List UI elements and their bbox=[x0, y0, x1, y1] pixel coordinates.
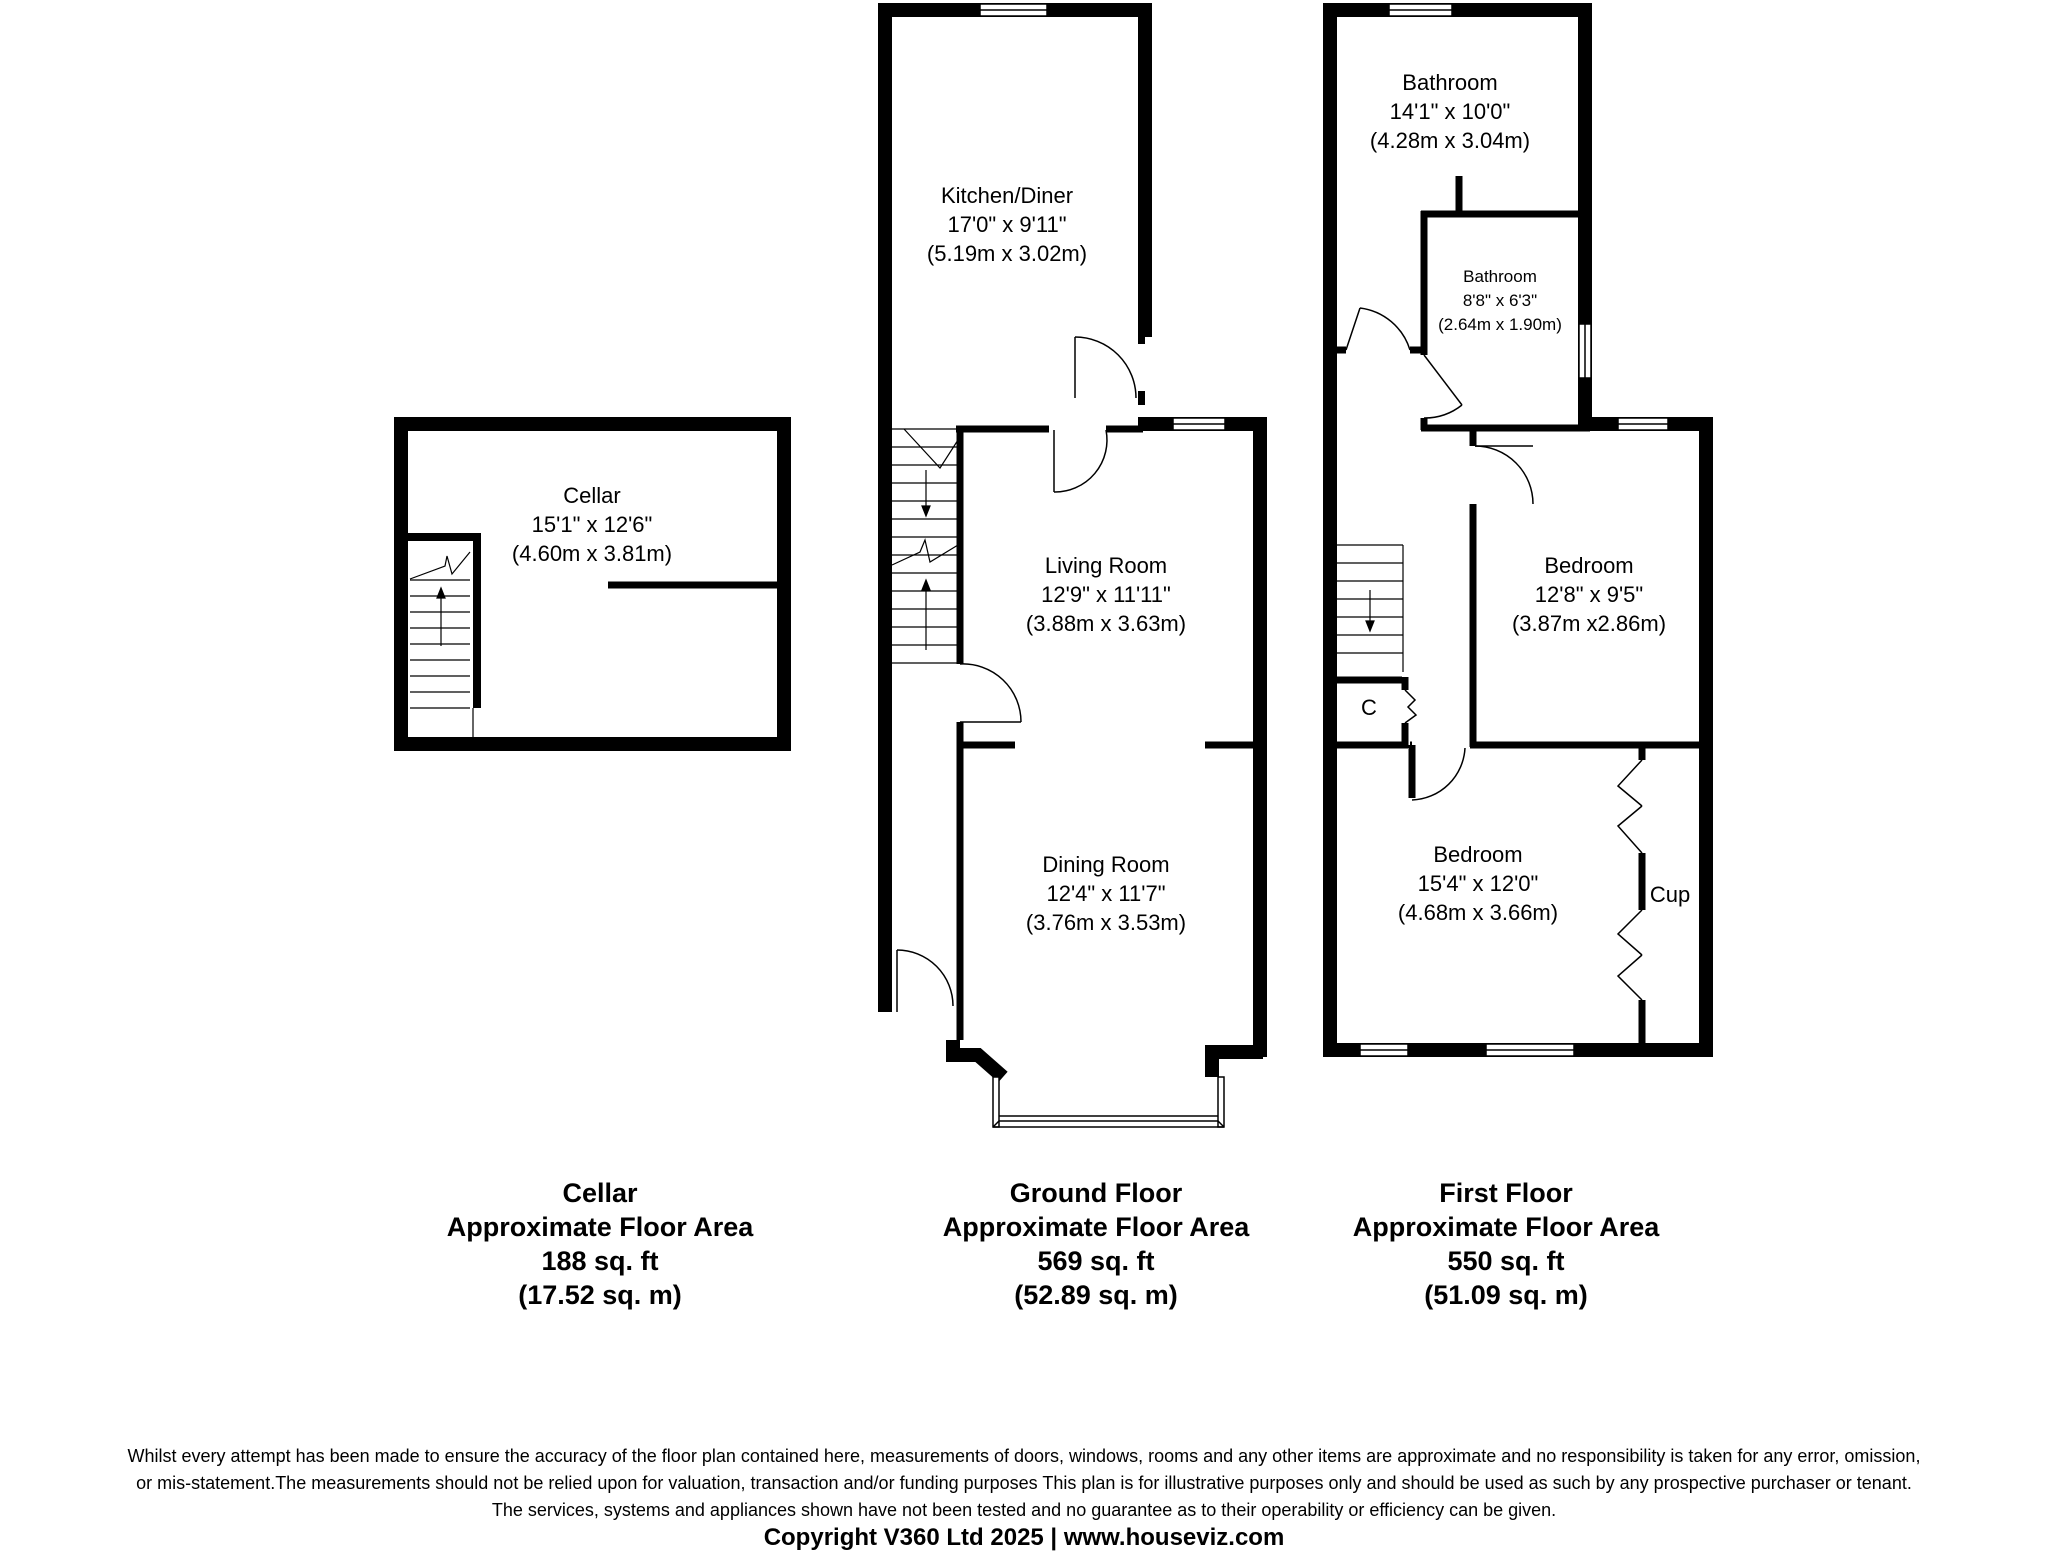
room-size-metric: (4.28m x 3.04m) bbox=[1369, 128, 1531, 153]
ground-stairs bbox=[892, 429, 958, 663]
room-label-bedroom-front bbox=[1398, 840, 1558, 927]
room-size-imperial: 15'4" x 12'0" bbox=[1417, 871, 1539, 896]
floor-name: Ground Floor bbox=[1009, 1178, 1183, 1208]
disclaimer bbox=[0, 1443, 2048, 1524]
room-size-metric: (2.64m x 1.90m) bbox=[1438, 315, 1562, 334]
room-size-metric: (4.60m x 3.81m) bbox=[511, 541, 673, 566]
room-name: Living Room bbox=[1044, 553, 1168, 578]
cupboard-c-label: C bbox=[1361, 695, 1377, 720]
disclaimer-line: Whilst every attempt has been made to ensure the accuracy of the floor plan contained here, measurements of doors, windows, rooms and any other items are approximate and no responsibility is taken for any error, omission, bbox=[127, 1446, 1921, 1466]
floor-area-label: Approximate Floor Area bbox=[1352, 1212, 1660, 1242]
floor-summary-cellar bbox=[390, 1176, 810, 1312]
room-size-imperial: 17'0" x 9'11" bbox=[947, 212, 1067, 237]
floor-name: First Floor bbox=[1439, 1178, 1573, 1208]
room-name: Bathroom bbox=[1402, 70, 1498, 95]
disclaimer-line: or mis-statement.The measurements should not be relied upon for valuation, transaction and/or funding purposes This plan is for illustrative purposes only and should be used as such by any prospective purchaser or tenant. bbox=[136, 1473, 1912, 1493]
floor-area-sqft: 188 sq. ft bbox=[541, 1246, 659, 1276]
room-name: Bedroom bbox=[1433, 842, 1523, 867]
floor-name: Cellar bbox=[562, 1178, 638, 1208]
bay-wall-left bbox=[953, 1040, 1003, 1077]
room-size-imperial: 14'1" x 10'0" bbox=[1389, 99, 1511, 124]
copyright: Copyright V360 Ltd 2025 | www.houseviz.com bbox=[763, 1524, 1285, 1551]
floor-area-sqm: (52.89 sq. m) bbox=[1014, 1280, 1178, 1310]
room-size-metric: (3.76m x 3.53m) bbox=[1025, 910, 1187, 935]
cellar-stairs bbox=[410, 552, 473, 737]
room-label-bedroom-rear bbox=[1512, 551, 1666, 638]
room-size-metric: (3.87m x2.86m) bbox=[1511, 611, 1667, 636]
room-size-metric: (5.19m x 3.02m) bbox=[926, 241, 1088, 266]
room-name: Dining Room bbox=[1042, 852, 1170, 877]
room-size-metric: (3.88m x 3.63m) bbox=[1025, 611, 1187, 636]
floor-area-sqm: (17.52 sq. m) bbox=[518, 1280, 682, 1310]
cellar-plan bbox=[401, 424, 784, 744]
room-label-cellar bbox=[512, 481, 672, 568]
room-label-dining bbox=[1026, 850, 1186, 937]
room-size-imperial: 12'4" x 11'7" bbox=[1046, 881, 1166, 906]
floor-area-sqm: (51.09 sq. m) bbox=[1424, 1280, 1588, 1310]
bay-window bbox=[993, 1077, 1224, 1127]
room-label-bathroom-large bbox=[1370, 68, 1530, 155]
room-size-imperial: 8'8" x 6'3" bbox=[1462, 291, 1538, 310]
room-size-imperial: 12'9" x 11'11" bbox=[1041, 582, 1171, 607]
room-size-imperial: 15'1" x 12'6" bbox=[531, 512, 653, 537]
floor-area-label: Approximate Floor Area bbox=[942, 1212, 1250, 1242]
first-stairs bbox=[1336, 545, 1403, 672]
room-name: Cellar bbox=[563, 483, 621, 508]
floor-area-label: Approximate Floor Area bbox=[446, 1212, 754, 1242]
room-size-imperial: 12'8" x 9'5" bbox=[1534, 582, 1644, 607]
floor-area-sqft: 550 sq. ft bbox=[1447, 1246, 1565, 1276]
room-label-living bbox=[1026, 551, 1186, 638]
floor-summary-ground bbox=[886, 1176, 1306, 1312]
room-label-bathroom-small bbox=[1438, 265, 1562, 337]
bay-wall-right bbox=[1212, 1052, 1263, 1077]
room-label-kitchen bbox=[927, 181, 1087, 268]
floor-area-sqft: 569 sq. ft bbox=[1037, 1246, 1155, 1276]
room-size-metric: (4.68m x 3.66m) bbox=[1397, 900, 1559, 925]
disclaimer-line: The services, systems and appliances shown have not been tested and no guarantee as to their operability or efficiency can be given. bbox=[491, 1500, 1557, 1520]
cupboard-label: Cup bbox=[1649, 882, 1691, 907]
room-name: Kitchen/Diner bbox=[940, 183, 1074, 208]
room-name: Bedroom bbox=[1544, 553, 1634, 578]
floor-summary-first bbox=[1296, 1176, 1716, 1312]
room-name: Bathroom bbox=[1463, 267, 1537, 286]
